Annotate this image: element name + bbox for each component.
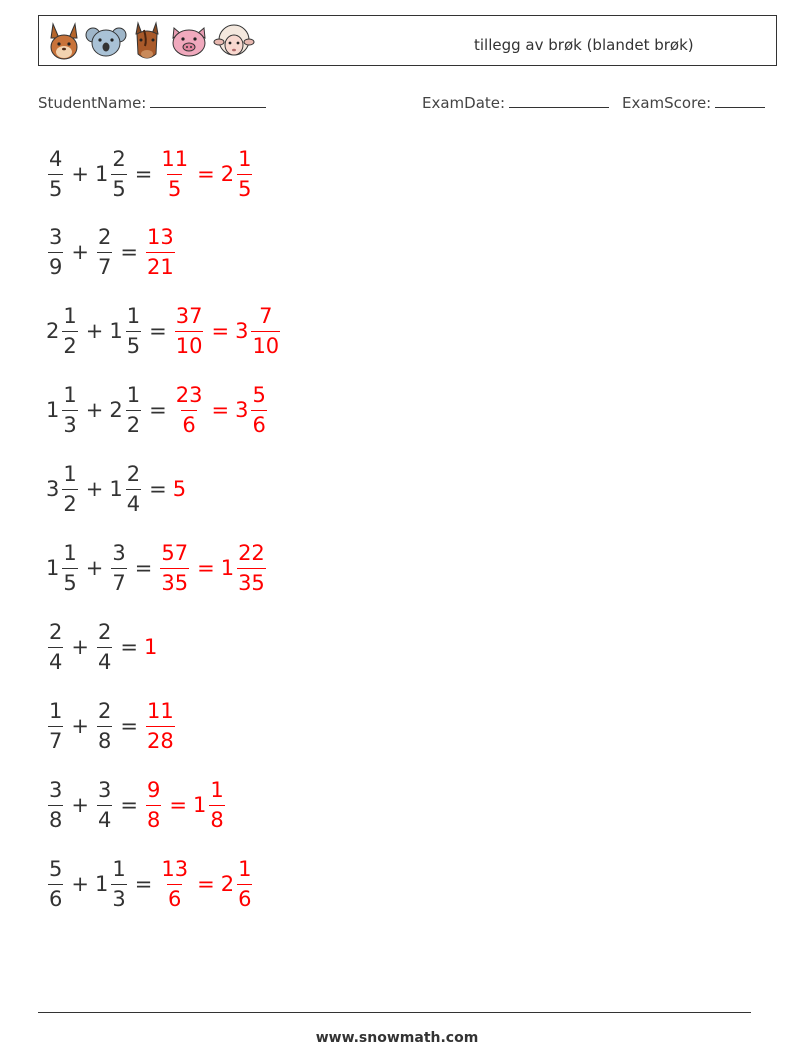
denominator: 7 [97, 252, 112, 278]
answer [144, 635, 157, 659]
numerator: 1 [112, 856, 126, 881]
denominator: 4 [97, 805, 112, 831]
problem-row [46, 222, 177, 282]
numerator: 5 [49, 856, 63, 881]
denominator: 8 [48, 805, 63, 831]
numerator: 2 [97, 224, 112, 249]
answer-improper-fraction [175, 303, 204, 358]
operand-b [95, 698, 114, 753]
fraction [126, 303, 141, 358]
exam-score-blank[interactable] [715, 93, 765, 108]
fraction [97, 698, 112, 753]
whole-number: 1 [94, 872, 109, 896]
operand-a [46, 856, 65, 911]
fraction [237, 146, 252, 201]
fraction [62, 303, 77, 358]
numerator: 37 [175, 303, 203, 328]
plus-sign: + [85, 398, 104, 422]
numerator: 7 [259, 303, 273, 328]
numerator: 1 [126, 382, 141, 407]
equals-sign: = [120, 635, 138, 659]
student-name-field[interactable] [38, 93, 266, 112]
plus-sign: + [71, 714, 89, 738]
denominator: 4 [48, 647, 63, 673]
equals-sign: = [149, 477, 167, 501]
fraction [111, 146, 126, 201]
equals-sign: = [120, 793, 138, 817]
equals-sign: = [134, 556, 153, 580]
plus-sign: + [71, 240, 89, 264]
whole-number: 3 [235, 319, 249, 343]
fraction [111, 540, 126, 595]
numerator: 11 [146, 698, 174, 723]
plus-sign: + [85, 556, 104, 580]
fraction [48, 856, 63, 911]
whole-number: 1 [109, 319, 123, 343]
answer-mixed-number [235, 303, 282, 358]
fraction [97, 224, 112, 279]
denominator: 5 [111, 174, 126, 200]
denominator: 5 [167, 174, 182, 200]
operand-a [46, 540, 80, 595]
numerator: 5 [252, 382, 266, 407]
operand-b [94, 856, 129, 911]
numerator: 13 [146, 224, 174, 249]
numerator: 13 [161, 856, 189, 881]
answer-improper-fraction [175, 382, 204, 437]
answer-mixed-number [220, 540, 268, 595]
answer-equals-sign: = [211, 398, 230, 422]
fraction [126, 382, 141, 437]
numerator: 1 [238, 146, 252, 171]
fraction [48, 777, 63, 832]
answer-whole: 1 [143, 635, 158, 659]
numerator: 2 [126, 461, 141, 486]
fraction [62, 382, 77, 437]
numerator: 3 [97, 777, 112, 802]
whole-number: 1 [220, 556, 235, 580]
answer [173, 477, 186, 501]
problem-row [46, 459, 186, 519]
numerator: 23 [175, 382, 203, 407]
numerator: 3 [112, 540, 126, 565]
numerator: 22 [238, 540, 265, 565]
student-name-blank[interactable] [150, 93, 266, 108]
answer-mixed-number [235, 382, 269, 437]
answer [144, 777, 227, 832]
denominator: 6 [167, 884, 182, 910]
answer-equals-sign: = [169, 793, 187, 817]
denominator: 35 [160, 568, 189, 594]
denominator: 35 [237, 568, 266, 594]
denominator: 21 [146, 252, 175, 278]
operand-a [46, 146, 65, 201]
equals-sign: = [120, 714, 138, 738]
numerator: 1 [63, 461, 77, 486]
whole-number: 2 [220, 162, 235, 186]
numerator: 9 [146, 777, 161, 802]
denominator: 8 [97, 726, 112, 752]
answer-improper-fraction [160, 540, 189, 595]
numerator: 1 [126, 303, 141, 328]
answer-mixed-number [220, 856, 255, 911]
whole-number: 1 [192, 793, 207, 817]
answer [173, 303, 282, 358]
answer [158, 146, 254, 201]
answer-mixed-number [220, 146, 255, 201]
problem-row [46, 696, 177, 756]
denominator: 2 [62, 331, 77, 357]
denominator: 6 [48, 884, 63, 910]
fraction [62, 540, 77, 595]
fraction [97, 619, 112, 674]
denominator: 7 [111, 568, 126, 594]
plus-sign: + [71, 162, 89, 186]
numerator: 1 [49, 698, 63, 723]
operand-a [46, 382, 80, 437]
operand-a [46, 698, 65, 753]
plus-sign: + [85, 319, 104, 343]
operand-b [95, 619, 114, 674]
numerator: 3 [49, 224, 63, 249]
footer-url: www.snowmath.com [315, 1030, 479, 1046]
exam-score-label: ExamScore: [622, 94, 712, 112]
answer-improper-fraction [160, 146, 189, 201]
exam-date-field[interactable] [422, 93, 609, 112]
operand-b [95, 224, 114, 279]
fraction [237, 856, 252, 911]
fraction [237, 540, 266, 595]
fraction [251, 303, 280, 358]
answer-equals-sign: = [211, 319, 230, 343]
whole-number: 1 [94, 162, 109, 186]
answer [158, 856, 254, 911]
numerator: 2 [97, 619, 112, 644]
problem-row [46, 854, 254, 914]
denominator: 2 [126, 410, 141, 436]
fraction [48, 224, 63, 279]
whole-number: 1 [46, 398, 60, 422]
fraction [209, 777, 224, 832]
equals-sign: = [134, 872, 153, 896]
operand-a [46, 777, 65, 832]
denominator: 6 [251, 410, 266, 436]
fraction [48, 146, 63, 201]
operand-b [109, 461, 143, 516]
whole-number: 3 [235, 398, 249, 422]
numerator: 2 [97, 698, 112, 723]
problem-row [46, 775, 227, 835]
exam-date-label: ExamDate: [422, 94, 506, 112]
problem-row [46, 301, 282, 361]
denominator: 5 [126, 331, 141, 357]
fraction [111, 856, 126, 911]
numerator: 11 [161, 146, 189, 171]
operand-b [109, 540, 128, 595]
fraction [48, 698, 63, 753]
answer-equals-sign: = [197, 872, 215, 896]
denominator: 3 [62, 410, 77, 436]
operand-a [46, 461, 80, 516]
exam-date-blank[interactable] [509, 93, 609, 108]
fraction [251, 382, 266, 437]
operand-b [109, 382, 143, 437]
denominator: 7 [48, 726, 63, 752]
denominator: 4 [97, 647, 112, 673]
answer-improper-fraction [146, 698, 175, 753]
worksheet-header [38, 15, 777, 66]
whole-number: 2 [109, 398, 123, 422]
problem-row [46, 144, 254, 204]
operand-b [94, 146, 129, 201]
denominator: 10 [175, 331, 204, 357]
denominator: 8 [209, 805, 224, 831]
operand-b [109, 303, 143, 358]
pig-icon [167, 20, 211, 62]
denominator: 6 [237, 884, 252, 910]
equals-sign: = [120, 240, 138, 264]
student-name-label: StudentName: [38, 94, 147, 112]
denominator: 28 [146, 726, 175, 752]
numerator: 4 [49, 146, 63, 171]
fraction [97, 777, 112, 832]
squirrel-icon [45, 20, 83, 62]
answer-mixed-number [192, 777, 227, 832]
plus-sign: + [71, 635, 89, 659]
plus-sign: + [71, 872, 89, 896]
denominator: 6 [181, 410, 196, 436]
denominator: 3 [111, 884, 126, 910]
worksheet-title: tillegg av brøk (blandet brøk) [474, 36, 694, 54]
numerator: 2 [49, 619, 63, 644]
answer-improper-fraction [160, 856, 189, 911]
operand-a [46, 303, 80, 358]
horse-icon [129, 20, 165, 62]
problem-row [46, 617, 157, 677]
numerator: 3 [49, 777, 63, 802]
denominator: 5 [48, 174, 63, 200]
numerator: 1 [63, 540, 77, 565]
plus-sign: + [71, 793, 89, 817]
denominator: 5 [237, 174, 252, 200]
operand-a [46, 619, 65, 674]
whole-number: 2 [46, 319, 60, 343]
answer [158, 540, 267, 595]
answer-equals-sign: = [197, 556, 215, 580]
denominator: 10 [251, 331, 280, 357]
fraction [48, 619, 63, 674]
whole-number: 1 [46, 556, 60, 580]
footer-divider [38, 1012, 751, 1013]
numerator: 1 [63, 303, 77, 328]
answer-improper-fraction [146, 224, 175, 279]
operand-b [95, 777, 114, 832]
answer [144, 698, 177, 753]
denominator: 2 [62, 489, 77, 515]
fraction [126, 461, 141, 516]
whole-number: 2 [220, 872, 235, 896]
exam-score-field[interactable] [622, 93, 765, 112]
denominator: 5 [62, 568, 77, 594]
plus-sign: + [85, 477, 104, 501]
equals-sign: = [134, 162, 153, 186]
answer [144, 224, 177, 279]
koala-icon [85, 20, 127, 62]
problem-row [46, 538, 268, 598]
answer-equals-sign: = [197, 162, 215, 186]
numerator: 57 [161, 540, 189, 565]
operand-a [46, 224, 65, 279]
fraction [62, 461, 77, 516]
animal-icons [45, 20, 255, 62]
answer-whole: 5 [172, 477, 187, 501]
sheep-icon [213, 20, 255, 62]
denominator: 4 [126, 489, 141, 515]
whole-number: 1 [109, 477, 123, 501]
denominator: 9 [48, 252, 63, 278]
equals-sign: = [149, 319, 167, 343]
answer-improper-fraction [146, 777, 161, 832]
numerator: 1 [210, 777, 224, 802]
numerator: 1 [63, 382, 77, 407]
answer [173, 382, 269, 437]
numerator: 2 [112, 146, 126, 171]
denominator: 8 [146, 805, 161, 831]
numerator: 1 [238, 856, 252, 881]
equals-sign: = [149, 398, 167, 422]
whole-number: 3 [46, 477, 60, 501]
problem-row [46, 380, 269, 440]
